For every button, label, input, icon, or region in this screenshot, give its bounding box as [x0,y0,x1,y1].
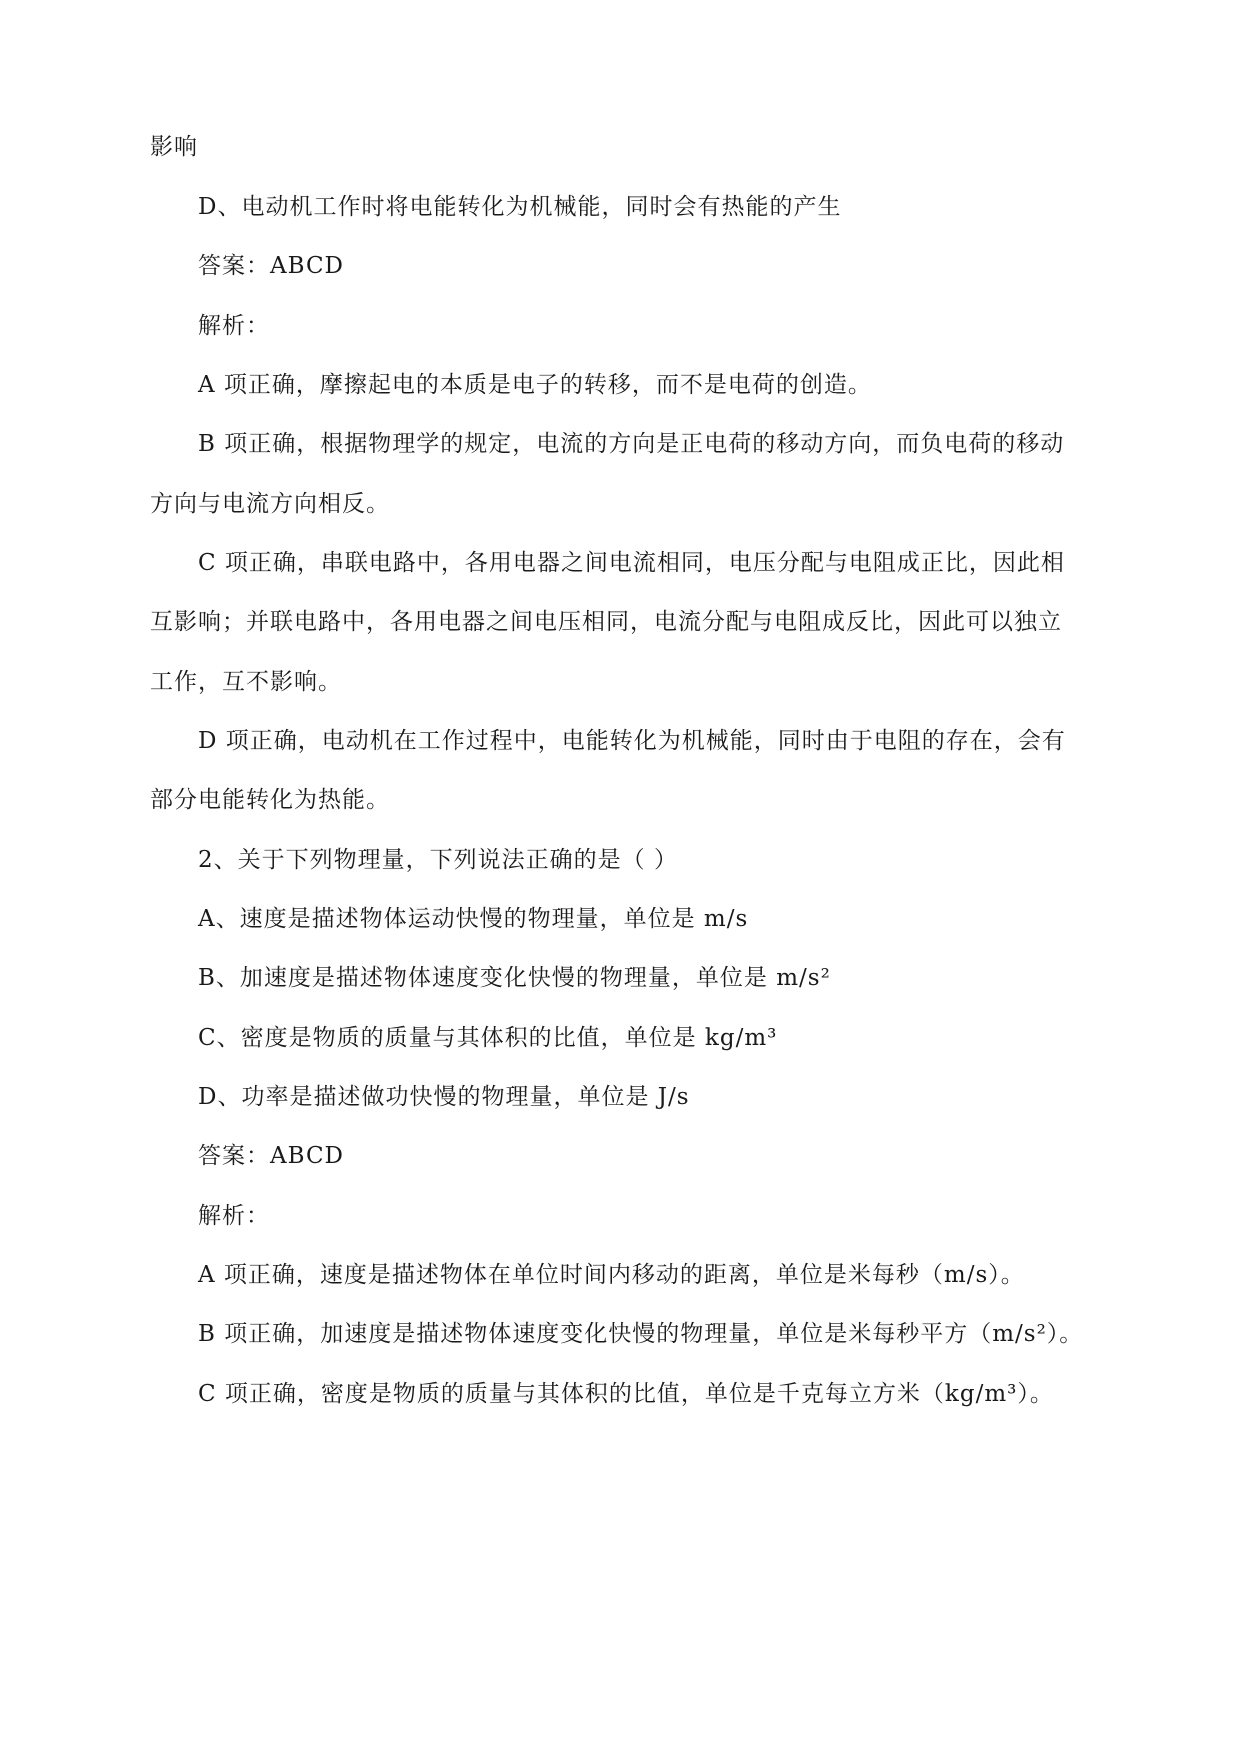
text-line-continuation: 影响 [150,134,198,160]
question-2-stem: 2、关于下列物理量，下列说法正确的是（ ） [198,847,678,873]
question-2-analysis-heading: 解析： [198,1203,270,1229]
question-2-option-a: A、速度是描述物体运动快慢的物理量，单位是 m/s [198,906,749,932]
analysis-d-line: D 项正确，电动机在工作过程中，电能转化为机械能，同时由于电阻的存在，会有 [198,728,1066,754]
question-2-option-c: C、密度是物质的质量与其体积的比值，单位是 kg/m³ [198,1025,778,1051]
analysis-b-continuation: 方向与电流方向相反。 [150,491,390,517]
analysis-c-continuation-2: 工作，互不影响。 [150,669,342,695]
analysis-c-continuation: 互影响；并联电路中，各用电器之间电压相同，电流分配与电阻成反比，因此可以独立 [150,609,1062,635]
question-2-answer: 答案：ABCD [198,1143,344,1169]
analysis-d-continuation: 部分电能转化为热能。 [150,787,390,813]
analysis-heading: 解析： [198,313,270,339]
question-2-analysis-a: A 项正确，速度是描述物体在单位时间内移动的距离，单位是米每秒（m/s）。 [198,1262,1025,1288]
question-2-analysis-b: B 项正确，加速度是描述物体速度变化快慢的物理量，单位是米每秒平方（m/s²）。 [198,1321,1084,1347]
question-2-analysis-c: C 项正确，密度是物质的质量与其体积的比值，单位是千克每立方米（kg/m³）。 [198,1381,1054,1407]
option-d-line: D、电动机工作时将电能转化为机械能，同时会有热能的产生 [198,194,842,220]
analysis-a-line: A 项正确，摩擦起电的本质是电子的转移，而不是电荷的创造。 [198,372,872,398]
answer-line: 答案：ABCD [198,253,344,279]
question-2-option-b: B、加速度是描述物体速度变化快慢的物理量，单位是 m/s² [198,965,831,991]
analysis-b-line: B 项正确，根据物理学的规定，电流的方向是正电荷的移动方向，而负电荷的移动 [198,431,1065,457]
question-2-option-d: D、功率是描述做功快慢的物理量，单位是 J/s [198,1084,690,1110]
analysis-c-line: C 项正确，串联电路中，各用电器之间电流相同，电压分配与电阻成正比，因此相 [198,550,1065,576]
